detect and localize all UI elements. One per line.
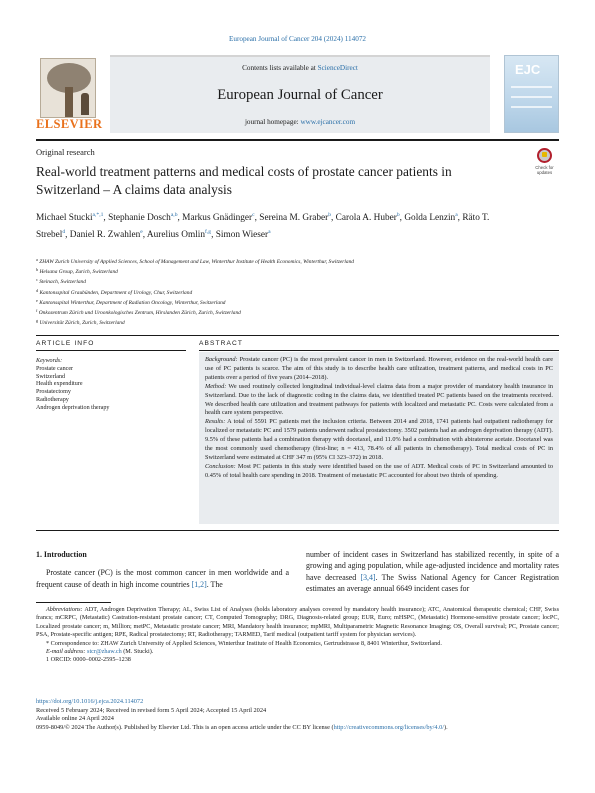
keyword-item: Prostatectomy: [36, 389, 71, 396]
abstract-heading: ABSTRACT: [199, 340, 243, 347]
homepage-prefix: journal homepage:: [244, 118, 301, 126]
journal-cover-image[interactable]: [504, 55, 559, 133]
affiliation-item: $^e$ Kantonsspital Winterthur, Department of Radiation Oncology, Winterthur, Switzerland: [36, 297, 226, 306]
author-affiliation-marker[interactable]: e: [140, 228, 143, 235]
license-line: 0959-8049/© 2024 The Author(s). Published by Elsevier Ltd. This is an open access article under the CC BY license (http://creativecommons.org/licenses/by/4.0/).: [36, 723, 448, 731]
author-name[interactable]: Stephanie Dosch: [108, 213, 171, 223]
body-column-right: [306, 549, 559, 595]
abstract-rule: [199, 350, 559, 351]
author-affiliation-marker[interactable]: a: [268, 228, 271, 235]
citation-link[interactable]: [3,4]: [360, 572, 376, 582]
keywords-block: [36, 358, 186, 413]
sciencedirect-link[interactable]: ScienceDirect: [317, 64, 358, 72]
elsevier-tree-icon: [40, 58, 96, 118]
doi-link[interactable]: https://doi.org/10.1016/j.ejca.2024.114072: [36, 698, 144, 705]
author-name[interactable]: Räto T. Strebel: [36, 213, 490, 240]
available-online: Available online 24 April 2024: [36, 715, 114, 722]
contents-prefix: Contents lists available at: [242, 64, 318, 72]
homepage-line: [110, 118, 490, 126]
article-info-heading: ARTICLE INFO: [36, 340, 95, 347]
keyword-item: Health expenditure: [36, 381, 83, 388]
author-name[interactable]: Aurelius Omlin: [146, 229, 206, 240]
author-affiliation-marker[interactable]: f,g: [205, 228, 212, 235]
affiliation-item: $^d$ Kantonsspital Graubünden, Department of Urology, Chur, Switzerland: [36, 287, 193, 296]
author-list: Michael Stucki$^{a,*,1}$, Stephanie Dosch$^{a,b}$, Markus Gnädinger$^c$, Sereina M. Graber$^b$, Carola A. Huber$^b$, Golda Lenzin$^a$, Räto T. Strebel$^d$, Daniel R. Zwahlen$^e$, Aurelius Omlin$^{f,g}$, Simon Wieser$^a$: [36, 212, 490, 240]
doi-block: [36, 698, 559, 732]
article-type: Original research: [36, 147, 95, 157]
author-affiliation-marker[interactable]: a,b: [170, 212, 178, 218]
email-footnote: E-mail address: stcr@zhaw.ch (M. Stucki).: [46, 648, 154, 656]
affiliation-item: $^c$ Steinach, Switzerland: [36, 277, 86, 286]
abstract-box: [199, 352, 559, 524]
affiliation-item: $^g$ Universität Zürich, Zurich, Switzerland: [36, 318, 125, 327]
author-name[interactable]: Carola A. Huber: [335, 213, 397, 223]
check-for-updates-button[interactable]: [530, 148, 559, 178]
keyword-item: Prostate cancer: [36, 365, 74, 372]
abstract-paragraph: Results: A total of 5591 PC patients met the inclusion criteria. Between 2014 and 2018, 1741 patients had outpatient radiotherapy for localized or metastatic PC and 1579 patients underwent radical prostatectomy. 3502 patients had an androgen deprivation therapy (ADT). 9.5% of these patients had a combination therapy with docetaxel, and 11.0% had a combination with abiraterone acetate. Docetaxel was the most commonly used chemotherapy (first-line; n = 413, 78.4% of all patients in chemotherapy). Total medical costs of PC in Switzerland were estimated at CHF 347 m (95% CI 323–372) in 2018.: [205, 418, 553, 461]
abstract-paragraph: Conclusion: Most PC patients in this study were identified based on the use of ADT. Medical costs of PC in Switzerland amounted to 0.45% of total health care spending in 2018. Treatment of metastatic PC accounted for about two thirds of spending.: [205, 462, 553, 479]
author-name[interactable]: Michael Stucki: [36, 213, 93, 223]
author-name[interactable]: Markus Gnädinger: [182, 213, 253, 223]
author-affiliation-marker[interactable]: c: [252, 212, 255, 218]
affiliation-item: $^f$ Onkozentrum Zürich und Uroonkologisches Zentrum, Hirslanden Zürich, Zurich, Switzerland: [36, 308, 241, 317]
journal-reference[interactable]: European Journal of Cancer 204 (2024) 114072: [228, 35, 367, 43]
footnote-rule: [36, 602, 111, 603]
author-name[interactable]: Simon Wieser: [215, 229, 269, 240]
elsevier-logo: [36, 58, 103, 132]
keyword-item: Androgen deprivation therapy: [36, 404, 110, 411]
check-updates-label: Check for updates: [535, 165, 554, 175]
body-column-left: [36, 549, 289, 590]
journal-homepage-link[interactable]: www.ejcancer.com: [300, 118, 356, 126]
affiliation-item: $^b$ Helsana Group, Zurich, Switzerland: [36, 267, 118, 276]
journal-header-box: [110, 55, 490, 133]
email-link[interactable]: stcr@zhaw.ch: [87, 648, 122, 656]
license-link[interactable]: http://creativecommons.org/licenses/by/4.0/: [333, 723, 445, 731]
author-affiliation-marker[interactable]: b: [328, 212, 332, 218]
intro-paragraph-left: Prostate cancer (PC) is the most common cancer in men worldwide and a frequent cause of death in high income countries [1,2]. The: [36, 568, 289, 589]
abstract-bottom-rule: [36, 530, 559, 531]
abstract-paragraph: Background: Prostate cancer (PC) is the most prevalent cancer in men in Switzerland. However, evidence on the real-world health care use of PC patients is scarce. The aim of this study is to describe health care utilization, treatment patterns, and medical costs in PC patients over a period of five years (2014–2018).: [205, 356, 553, 381]
header-rule: [36, 139, 559, 141]
journal-title: European Journal of Cancer: [217, 87, 383, 103]
author-affiliation-marker[interactable]: a: [455, 212, 458, 218]
orcid-footnote: 1 ORCID: 0000–0002-2595–1238: [46, 656, 131, 664]
intro-paragraph-right: number of incident cases in Switzerland has stabilized recently, in spite of a growing and aging population, while age-adjusted incidence and mortality rates have decreased [3,4]. The Swiss National Agency for Cancer Registration estimates an average annual 6649 incident cases for: [306, 550, 559, 594]
author-affiliation-marker[interactable]: d: [62, 228, 66, 235]
abstract-paragraph: Method: We used routinely collected longitudinal individual-level claims data from a major provider of mandatory health insurance in Switzerland. Due to the lack of diagnostic coding in the claims data, we identified treated PC patients based on the treatments received. We described health care utilization and treatment pathways for patients with localized and metastatic PC. Costs were calculated from a health care system perspective.: [205, 382, 553, 417]
affiliation-list: [36, 256, 556, 327]
author-name[interactable]: Golda Lenzin: [404, 213, 456, 223]
keyword-item: Radiotherapy: [36, 396, 69, 403]
citation-link[interactable]: [1,2]: [191, 579, 207, 589]
author-name[interactable]: Daniel R. Zwahlen: [69, 229, 141, 240]
article-title: Real-world treatment patterns and medical costs of prostate cancer patients in Switzerland – A claims data analysis: [36, 164, 452, 197]
check-updates-icon: [537, 148, 552, 163]
keyword-item: Switzerland: [36, 373, 66, 380]
masthead: [36, 55, 559, 135]
cover-label: EJC: [515, 62, 541, 77]
author-affiliation-marker[interactable]: a,*,1: [92, 212, 104, 218]
elsevier-wordmark: ELSEVIER: [36, 117, 103, 131]
keywords-label: Keywords:: [36, 358, 63, 364]
contents-line: [110, 64, 490, 72]
received-dates: Received 5 February 2024; Received in revised form 5 April 2024; Accepted 15 April 2024: [36, 706, 267, 714]
footnotes: [36, 606, 559, 665]
correspondence-footnote: * Correspondence to: ZHAW Zurich University of Applied Sciences, Winterthur Institute of Health Economics, Gertrudstrasse 8, 8401 Winterthur, Switzerland.: [46, 639, 442, 647]
section-rule: [36, 335, 559, 336]
abbreviations-footnote: Abbreviations: ADT, Androgen Deprivation Therapy; AL, Swiss List of Analyses (holds laboratory analyses covered by mandatory health insurance); ATC, Anatomical therapeutic chemical; CHF, Swiss francs; mCRPC, (Metastatic) Castration-resistant prostate cancer; CT, Computed Tomography; DRG, Diagnosis-related group; EUR, Euro; mHSPC, (Metastatic) Hormone-sensitive prostate cancer; locPC, Localized prostate cancer; m, Million; metPC, Metastatic prostate cancer; MRI, Mandatory health insurance; mpMRI, Multiparametric Magnetic Resonance Imaging; OS, Overall survival; PC, Prostate cancer; PSA, Prostate-specific antigen; RPE, Radical prostatectomy; RT, Radiotherapy; TARMED, Tarif medical (outpatient tariff system for physician services).: [36, 606, 559, 639]
author-name[interactable]: Sereina M. Graber: [259, 213, 329, 223]
section-title-introduction: 1. Introduction: [36, 550, 87, 559]
author-affiliation-marker[interactable]: b: [396, 212, 400, 218]
article-info-rule: [36, 350, 186, 351]
affiliation-item: $^a$ ZHAW Zurich University of Applied Sciences, School of Management and Law, Winterthur Institute of Health Economics, Winterthur, Switzerland: [36, 257, 354, 265]
